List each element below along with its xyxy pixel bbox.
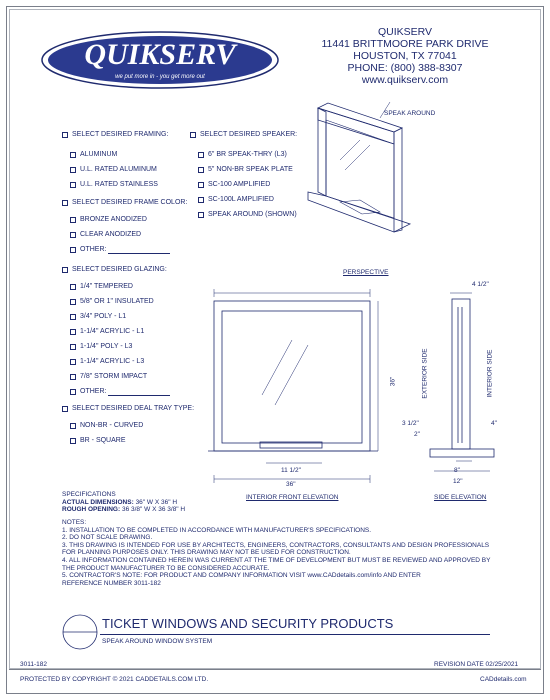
dim-tray-width: 11 1/2" <box>281 467 301 474</box>
revision-date: REVISION DATE 02/25/2021 <box>434 661 519 668</box>
deal-tray-option[interactable]: NON-BR - CURVED <box>70 421 143 430</box>
deal-tray-option[interactable]: BR - SQUARE <box>70 436 126 445</box>
notes <box>62 519 490 587</box>
actual-dimensions-value: 36" W X 36" H <box>135 498 178 506</box>
section-marker <box>60 612 100 652</box>
dim-4: 4" <box>491 420 497 427</box>
dim-width: 36" <box>286 481 296 488</box>
perspective-drawing <box>300 100 460 240</box>
speak-around-label: SPEAK AROUND <box>384 110 436 117</box>
copyright: PROTECTED BY COPYRIGHT © 2021 CADDETAILS.COM LTD. <box>20 676 209 683</box>
rough-opening-label: ROUGH OPENING: <box>62 506 121 514</box>
frame-color-option[interactable]: CLEAR ANODIZED <box>70 230 141 239</box>
logo-wordmark: QUIKSERV <box>84 38 236 71</box>
speaker-option[interactable]: 6" BR SPEAK-THRY (L3) <box>198 150 287 159</box>
front-elevation-label: INTERIOR FRONT ELEVATION <box>246 494 339 501</box>
footer-divider <box>9 669 541 670</box>
glazing-option[interactable]: 5/8" OR 1" INSULATED <box>70 297 154 306</box>
note-line: 5. CONTRACTOR'S NOTE: FOR PRODUCT AND COMPANY INFORMATION VISIT www.CADdetails.com/info AND ENTER <box>62 572 421 580</box>
rough-opening-value: 36 3/8" W X 36 3/8" H <box>121 506 186 514</box>
speaker-heading[interactable]: SELECT DESIRED SPEAKER: <box>190 130 297 139</box>
logo-tagline: we put more in - you get more out <box>115 74 205 80</box>
framing-option[interactable]: U.L. RATED ALUMINUM <box>70 165 157 174</box>
note-line: REFERENCE NUMBER 3011-182 <box>62 579 161 587</box>
framing-heading[interactable]: SELECT DESIRED FRAMING: <box>62 130 168 139</box>
interior-side-label: INTERIOR SIDE <box>486 349 494 398</box>
frame-color-option[interactable]: BRONZE ANODIZED <box>70 215 147 224</box>
notes-heading: NOTES: <box>62 519 87 526</box>
speaker-option[interactable]: SC-100L AMPLIFIED <box>198 195 274 204</box>
glazing-option[interactable]: 7/8" STORM IMPACT <box>70 372 147 381</box>
dim-2: 2" <box>414 431 420 438</box>
dim-3-half: 3 1/2" <box>402 420 419 427</box>
frame-color-heading[interactable]: SELECT DESIRED FRAME COLOR: <box>62 198 187 207</box>
company-info <box>320 26 490 86</box>
caddetails-link[interactable]: CADdetails.com <box>480 676 527 683</box>
side-elevation-drawing <box>420 285 510 485</box>
quikserv-logo <box>40 30 280 90</box>
speaker-option[interactable]: SC-100 AMPLIFIED <box>198 180 270 189</box>
actual-dimensions-label: ACTUAL DIMENSIONS: <box>62 498 134 506</box>
sheet-subtitle: SPEAK AROUND WINDOW SYSTEM <box>102 638 213 645</box>
note-line: THE PRODUCT MANUFACTURER TO BE CONSIDERED ACCURATE. <box>62 564 270 572</box>
glazing-option[interactable]: 1-1/4" ACRYLIC - L3 <box>70 357 144 366</box>
framing-option[interactable]: ALUMINUM <box>70 150 117 159</box>
glazing-option[interactable]: 1/4" TEMPERED <box>70 282 133 291</box>
frame-color-option-other[interactable]: OTHER: <box>70 245 170 254</box>
side-elevation-label: SIDE ELEVATION <box>434 494 487 501</box>
company-website[interactable]: www.quikserv.com <box>361 74 449 86</box>
title-divider <box>100 634 490 635</box>
dim-height: 36" <box>389 376 397 387</box>
speaker-option[interactable]: 5" NON-BR SPEAK PLATE <box>198 165 293 174</box>
glazing-option[interactable]: 1-1/4" POLY - L3 <box>70 342 132 351</box>
note-line: 4. ALL INFORMATION CONTAINED HEREIN WAS CURRENT AT THE TIME OF DEVELOPMENT BUT MUST BE REVIEWED AND APPROVED BY <box>62 556 491 564</box>
company-phone: PHONE: (800) 388-8307 <box>347 62 463 74</box>
front-elevation-drawing <box>200 285 390 485</box>
note-line: 3. THIS DRAWING IS INTENDED FOR USE BY ARCHITECTS, ENGINEERS, CONTRACTORS, CONSULTANTS AND DESIGN PROFESSIONALS <box>62 541 490 549</box>
spec-heading: SPECIFICATIONS <box>62 491 116 498</box>
note-line: FOR PLANNING PURPOSES ONLY. THIS DRAWING MAY NOT BE USED FOR CONSTRUCTION. <box>62 549 351 557</box>
note-line: 2. DO NOT SCALE DRAWING. <box>62 534 153 542</box>
dim-8: 8" <box>454 467 460 474</box>
perspective-label: PERSPECTIVE <box>343 269 389 276</box>
company-address: 11441 BRITTMOORE PARK DRIVE <box>321 38 489 50</box>
glazing-option-other[interactable]: OTHER: <box>70 387 170 396</box>
company-name: QUIKSERV <box>377 26 433 38</box>
dim-top-depth: 4 1/2" <box>472 281 489 288</box>
glazing-option[interactable]: 3/4" POLY - L1 <box>70 312 126 321</box>
note-line: 1. INSTALLATION TO BE COMPLETED IN ACCORDANCE WITH MANUFACTURER'S SPECIFICATIONS. <box>62 526 372 534</box>
exterior-side-label: EXTERIOR SIDE <box>421 348 429 399</box>
speaker-option[interactable]: SPEAK AROUND (SHOWN) <box>198 210 297 219</box>
specifications <box>62 491 185 514</box>
company-city: HOUSTON, TX 77041 <box>353 50 457 62</box>
glazing-option[interactable]: 1-1/4" ACRYLIC - L1 <box>70 327 144 336</box>
framing-option[interactable]: U.L. RATED STAINLESS <box>70 180 158 189</box>
dim-12: 12" <box>453 478 463 485</box>
deal-tray-heading[interactable]: SELECT DESIRED DEAL TRAY TYPE: <box>62 404 194 413</box>
sheet-title: TICKET WINDOWS AND SECURITY PRODUCTS <box>102 616 394 631</box>
glazing-heading[interactable]: SELECT DESIRED GLAZING: <box>62 265 167 274</box>
checkbox[interactable] <box>62 132 68 138</box>
reference-number: 3011-182 <box>20 661 47 668</box>
